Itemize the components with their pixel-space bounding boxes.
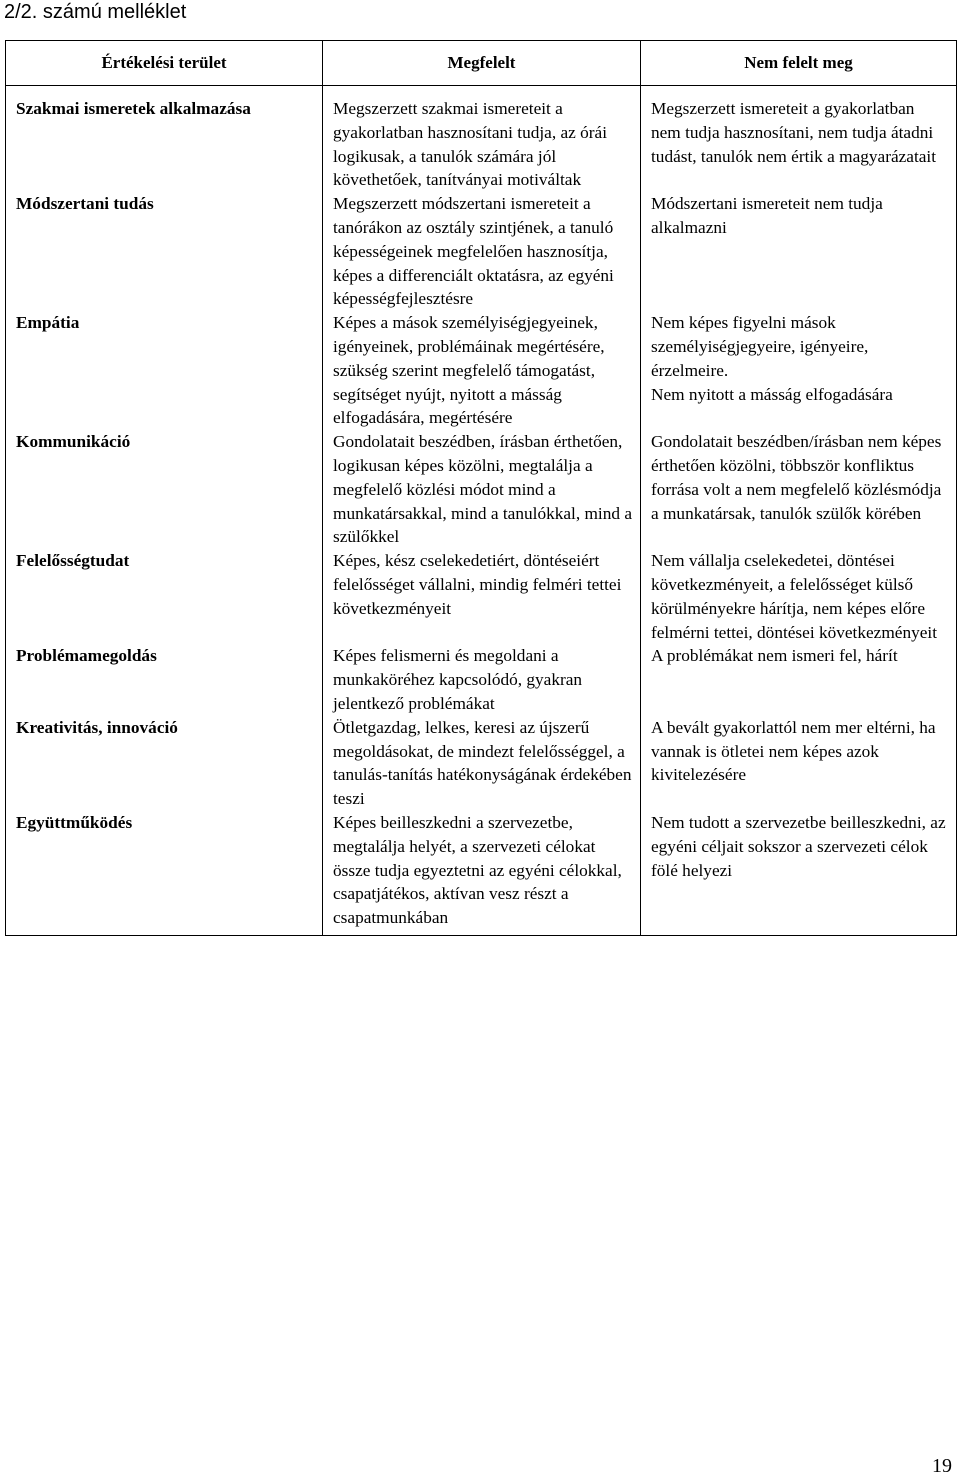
table-header bbox=[6, 41, 957, 86]
table-row bbox=[6, 716, 957, 811]
fail-criteria-cell: A problémákat nem ismeri fel, hárít bbox=[641, 644, 957, 715]
column-header-fail: Nem felelt meg bbox=[641, 41, 957, 86]
column-header-area: Értékelési terület bbox=[6, 41, 323, 86]
fail-criteria-cell: Gondolatait beszédben/írásban nem képes érthetően közölni, többször konfliktus forrása volt a nem megfelelő közlésmódja a munkatársak, tanulók szülők körében bbox=[641, 430, 957, 549]
area-cell: Empátia bbox=[6, 311, 323, 430]
area-cell: Kommunikáció bbox=[6, 430, 323, 549]
area-cell: Együttműködés bbox=[6, 811, 323, 935]
table-row bbox=[6, 811, 957, 935]
document-heading: 2/2. számú melléklet bbox=[4, 1, 187, 23]
fail-criteria-cell: Nem képes figyelni mások személyiségjegyeire, igényeire, érzelmeire. Nem nyitott a másság elfogadására bbox=[641, 311, 957, 430]
pass-criteria-cell: Képes felismerni és megoldani a munkaköréhez kapcsolódó, gyakran jelentkező problémákat bbox=[323, 644, 641, 715]
area-cell: Módszertani tudás bbox=[6, 192, 323, 311]
table-body bbox=[6, 86, 957, 936]
fail-criteria-cell: Módszertani ismereteit nem tudja alkalmazni bbox=[641, 192, 957, 311]
pass-criteria-cell: Gondolatait beszédben, írásban érthetően, logikusan képes közölni, megtalálja a megfelelő közlési módot mind a munkatársakkal, mind a tanulókkal, mind a szülőkkel bbox=[323, 430, 641, 549]
pass-criteria-cell: Képes beilleszkedni a szervezetbe, megtalálja helyét, a szervezeti célokat össze tudja egyeztetni az egyéni célokkal, csapatjátékos, aktívan vesz részt a csapatmunkában bbox=[323, 811, 641, 935]
table-row bbox=[6, 311, 957, 430]
pass-criteria-cell: Megszerzett módszertani ismereteit a tanórákon az osztály szintjének, a tanuló képességeinek megfelelően hasznosítja, képes a differenciált oktatásra, az egyéni képességfejlesztésre bbox=[323, 192, 641, 311]
pass-criteria-cell: Megszerzett szakmai ismereteit a gyakorlatban hasznosítani tudja, az órái logikusak, a tanulók számára jól követhetőek, tanítványai motiváltak bbox=[323, 86, 641, 193]
fail-criteria-cell: Nem tudott a szervezetbe beilleszkedni, az egyéni céljait sokszor a szervezeti célok fölé helyezi bbox=[641, 811, 957, 935]
pass-criteria-cell: Ötletgazdag, lelkes, keresi az újszerű megoldásokat, de mindezt felelősséggel, a tanulás-tanítás hatékonyságának érdekében teszi bbox=[323, 716, 641, 811]
area-cell: Problémamegoldás bbox=[6, 644, 323, 715]
fail-criteria-cell: A bevált gyakorlattól nem mer eltérni, ha vannak is ötletei nem képes azok kivitelezésére bbox=[641, 716, 957, 811]
area-cell: Felelősségtudat bbox=[6, 549, 323, 644]
column-header-pass: Megfelelt bbox=[323, 41, 641, 86]
evaluation-table bbox=[5, 40, 957, 936]
area-cell: Kreativitás, innováció bbox=[6, 716, 323, 811]
table-row bbox=[6, 192, 957, 311]
fail-criteria-cell: Megszerzett ismereteit a gyakorlatban nem tudja hasznosítani, nem tudja átadni tudást, tanulók nem értik a magyarázatait bbox=[641, 86, 957, 193]
area-cell: Szakmai ismeretek alkalmazása bbox=[6, 86, 323, 193]
pass-criteria-cell: Képes, kész cselekedetiért, döntéseiért felelősséget vállalni, mindig felméri tettei következményeit bbox=[323, 549, 641, 644]
table-row bbox=[6, 644, 957, 715]
table-row bbox=[6, 430, 957, 549]
table-row bbox=[6, 549, 957, 644]
pass-criteria-cell: Képes a mások személyiségjegyeinek, igényeinek, problémáinak megértésére, szükség szerint megfelelő támogatást, segítséget nyújt, nyitott a másság elfogadására, megértésére bbox=[323, 311, 641, 430]
table-row bbox=[6, 86, 957, 193]
page-number: 19 bbox=[932, 1455, 952, 1477]
fail-criteria-cell: Nem vállalja cselekedetei, döntései következményeit, a felelősséget külső körülményekre hárítja, nem képes előre felmérni tettei, döntései következményeit bbox=[641, 549, 957, 644]
